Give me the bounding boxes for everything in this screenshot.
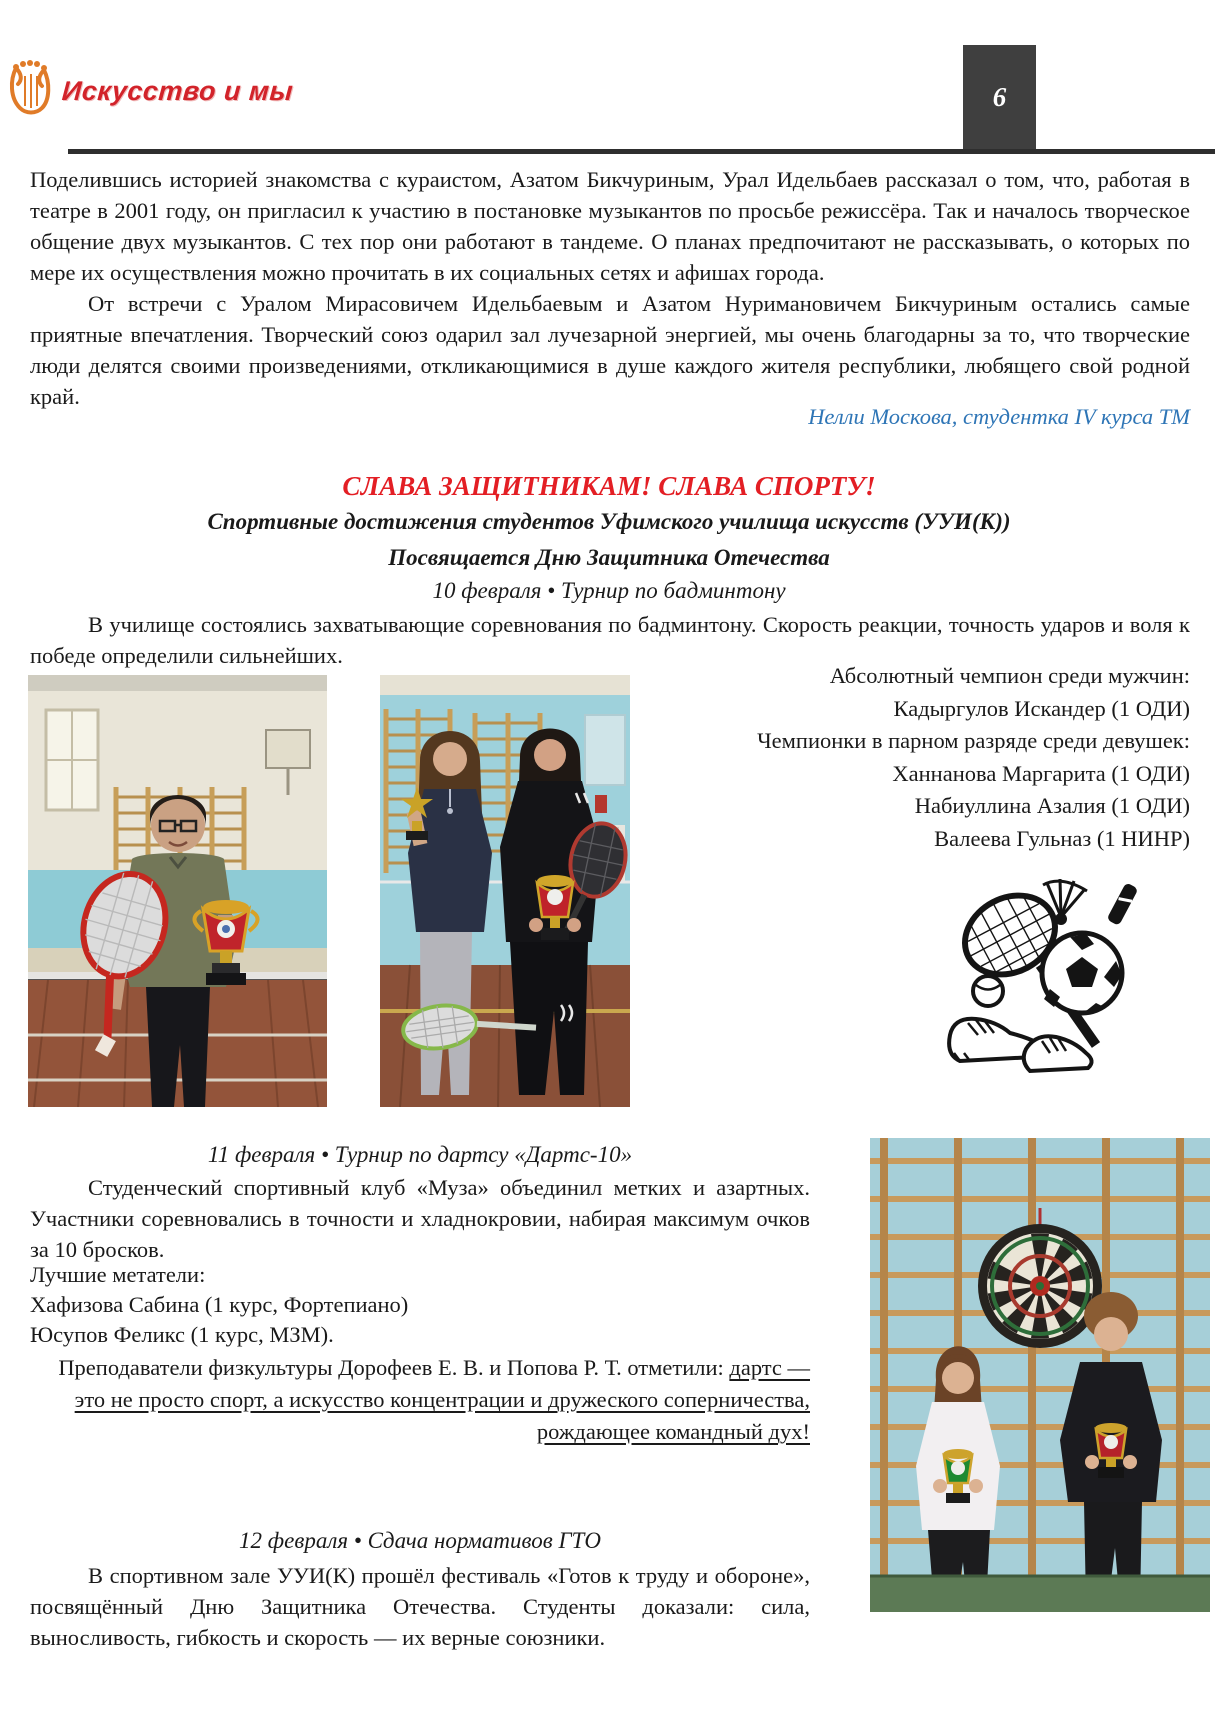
darts-intro: Студенческий спортивный клуб «Муза» объединил метких и азартных. Участники соревновались в точности и хладнокровии, набирая максимум очков за 10 бросков.	[30, 1175, 810, 1262]
sports-subtitle-1: Спортивные достижения студентов Уфимского училища искусств (УУИ(К))	[207, 509, 1011, 534]
music-paragraph-2: От встречи с Уралом Мирасовичем Идельбаевым и Азатом Нуримановичем Бикчуриным остались самые приятные впечатления. Творческий союз одарил зал лучезарной энергией, мы очень благодарны за то, что творческие люди делятся своими произведениями, откликающимися в душе каждого жителя республики, любящего свой родной край.	[30, 291, 1190, 409]
photo-badminton-champion-boy	[28, 675, 327, 1107]
photo-darts-winners	[870, 1138, 1210, 1612]
page-number-box	[963, 45, 1036, 149]
result-line: Абсолютный чемпион среди мужчин:	[829, 663, 1190, 688]
darts-teachers-quote	[30, 1352, 810, 1448]
best-throwers-label: Лучшие метатели:	[30, 1262, 206, 1287]
result-line: Валеева Гульназ (1 НИНР)	[934, 825, 1190, 851]
sports-section-title: СЛАВА ЗАЩИТНИКАМ! СЛАВА СПОРТУ!	[342, 471, 876, 501]
result-line: Кадыргулов Искандер (1 ОДИ)	[893, 695, 1190, 721]
masthead-title: Искусство и мы	[60, 76, 295, 106]
sports-clipart-illustration	[930, 873, 1145, 1091]
darts-best-throwers	[30, 1260, 810, 1350]
badminton-results-list	[630, 660, 1190, 855]
badminton-heading: 10 февраля • Турнир по бадминтону	[432, 578, 786, 603]
result-line: Ханнанова Маргарита (1 ОДИ)	[892, 760, 1190, 786]
byline: Нелли Москова, студентка IV курса ТМ	[808, 404, 1190, 429]
lyre-icon	[8, 60, 52, 118]
result-line: Чемпионки в парном разряде среди девушек:	[757, 728, 1190, 753]
quote-underlined: дартс — это не просто спорт, а искусство концентрации и дружеского соперничества, рождающее командный дух!	[74, 1355, 810, 1444]
quote-prefix: Преподаватели физкультуры Дорофеев Е. В. и Попова Р. Т. отметили:	[58, 1355, 730, 1380]
best-thrower: Хафизова Сабина (1 курс, Фортепиано)	[30, 1292, 409, 1317]
gto-heading: 12 февраля • Сдача нормативов ГТО	[239, 1528, 601, 1553]
photo-badminton-champion-girls	[380, 675, 630, 1107]
badminton-intro: В училище состоялись захватывающие соревнования по бадминтону. Скорость реакции, точность ударов и воля к победе определили сильнейших.	[30, 612, 1190, 668]
sports-subtitle-2: Посвящается Дню Защитника Отечества	[388, 545, 830, 570]
darts-heading: 11 февраля • Турнир по дартсу «Дартс-10»	[207, 1142, 633, 1167]
page-number: 6	[992, 81, 1007, 112]
header-rule	[68, 149, 1215, 154]
music-article	[30, 164, 1190, 412]
result-line: Набиуллина Азалия (1 ОДИ)	[914, 793, 1190, 818]
music-paragraph-1: Поделившись историей знакомства с кураистом, Азатом Бикчуриным, Урал Идельбаев рассказал о том, что, работая в театре в 2001 году, он пригласил к участию в постановке музыкантов по просьбе режиссёра. Так и началось творческое общение двух музыкантов. С тех пор они работают в тандеме. О планах предпочитают не рассказывать, о которых по мере их осуществления можно прочитать в их социальных сетях и афишах города.	[30, 167, 1190, 285]
best-thrower: Юсупов Феликс (1 курс, МЗМ).	[30, 1322, 334, 1347]
gto-body: В спортивном зале УУИ(К) прошёл фестиваль «Готов к труду и обороне», посвящённый Дню Защитника Отечества. Студенты доказали: сила, выносливость, гибкость и скорость — их верные союзники.	[30, 1563, 810, 1650]
